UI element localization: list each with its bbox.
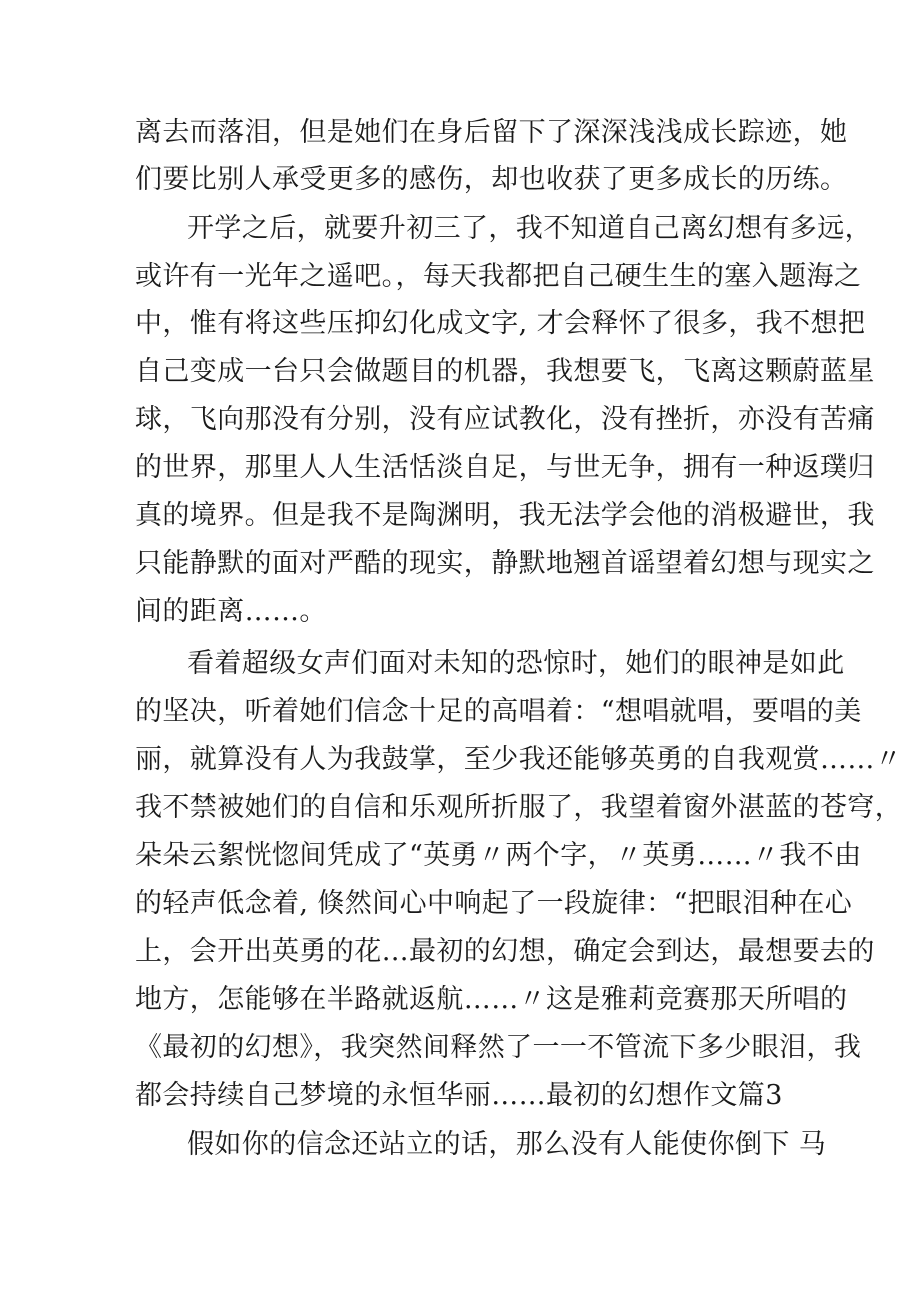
text-line: 间的距离……。	[135, 596, 327, 627]
text-line: 们要比别人承受更多的感伤，却也收获了更多成长的历练。	[135, 164, 848, 195]
text-line: 我不禁被她们的自信和乐观所折服了，我望着窗外湛蓝的苍穹，	[135, 792, 903, 823]
text-line: 的世界，那里人人生活恬淡自足，与世无争，拥有一种返璞归	[135, 452, 875, 483]
paragraph-start-line: 看着超级女声们面对未知的恐惊时，她们的眼神是如此	[187, 648, 845, 679]
text-line: 的轻声低念着, 倏然间心中响起了一段旋律：“把眼泪种在心	[135, 888, 853, 919]
text-line: 《最初的幻想》，我突然间释然了一一不管流下多少眼泪，我	[135, 1032, 862, 1063]
text-line: 离去而落泪，但是她们在身后留下了深深浅浅成长踪迹，她	[135, 117, 848, 148]
paragraph-start-line: 开学之后，就要升初三了，我不知道自己离幻想有多远，	[187, 213, 872, 244]
text-line: 真的境界。但是我不是陶渊明，我无法学会他的消极避世，我	[135, 500, 875, 531]
text-line: 中，惟有将这些压抑幻化成文字, 才会释怀了很多，我不想把	[135, 308, 866, 339]
text-line: 的坚决，听着她们信念十足的高唱着：“想唱就唱，要唱的美	[135, 696, 862, 727]
paragraph-start-line: 假如你的信念还站立的话，那么没有人能使你倒下 马	[187, 1129, 827, 1160]
text-line: 球，飞向那没有分别，没有应试教化，没有挫折，亦没有苦痛	[135, 404, 875, 435]
text-line: 朵朵云絮恍惚间凭成了“英勇〃两个字，〃英勇……〃我不由	[135, 840, 862, 871]
text-line: 只能静默的面对严酷的现实，静默地翘首谣望着幻想与现实之	[135, 548, 875, 579]
text-line: 地方，怎能够在半路就返航……〃这是雅莉竞赛那天所唱的	[135, 984, 848, 1015]
text-line: 都会持续自己梦境的永恒华丽……最初的幻想作文篇3	[135, 1080, 783, 1111]
text-line: 上，会开出英勇的花…最初的幻想，确定会到达，最想要去的	[135, 936, 875, 967]
text-line: 或许有一光年之遥吧。，每天我都把自己硬生生的塞入题海之	[135, 261, 862, 292]
text-line: 自己变成一台只会做题目的机器，我想要飞，飞离这颗蔚蓝星	[135, 356, 875, 387]
text-line: 丽，就算没有人为我鼓掌，至少我还能够英勇的自我观赏……〃	[135, 744, 903, 775]
